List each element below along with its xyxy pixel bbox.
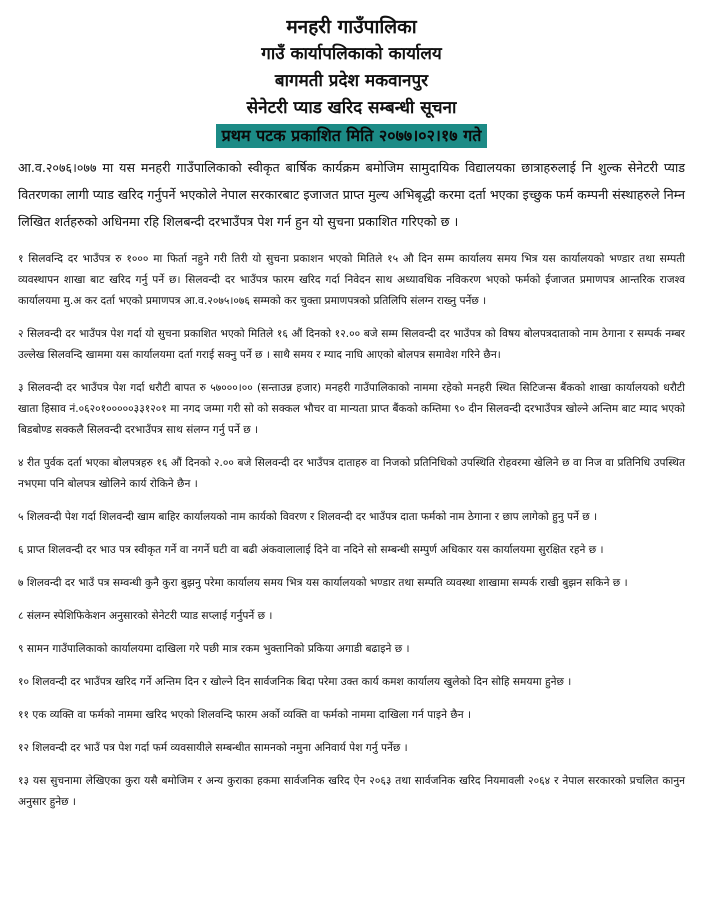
condition-1: १ सिलवन्दि दर भाउँपत्र रु १००० मा फिर्ता नहुने गरी तिरी यो सुचना प्रकाशन भएको मितिले १५ औ दिन सम्म कार्यालय समय भित्र यस कार्यालयको भण्डार तथा सम्पती व्यवस्थापन शाखा बाट खरिद गर्नु पर्ने छ। सिलवन्दी दर भाउँपत्र फारम खरिद गर्दा निवेदन साथ अध्यावधिक नविकरण भएको फर्मको ईजाजत प्रमाणपत्र आन्तरिक राजश्व कार्यालयमा मु.अ कर दर्ता भएको प्रमाणपत्र आ.व.२०७५।०७६ सम्मको कर चुक्ता प्रमाणपत्रको प्रतिलिपि संलग्न राख्नु पर्नेछ । — [18, 253, 685, 307]
office-name: गाउँ कार्यापलिकाको कार्यालय — [261, 44, 442, 64]
notice-title: सेनेटरी प्याड खरिद सम्बन्धी सूचना — [246, 98, 457, 118]
condition-7: ७ शिलवन्दी दर भाउँ पत्र सम्वन्धी कुनै कुरा बुझनु परेमा कार्यालय समय भित्र यस कार्यालयको भण्डार तथा सम्पति व्यवस्था शाखामा सम्पर्क राखी बुझन सकिने छ । — [18, 577, 628, 589]
condition-5: ५ शिलवन्दी पेश गर्दा शिलवन्दी खाम बाहिर कार्यालयको नाम कार्यको विवरण र शिलवन्दी दर भाउँपत्र दाता फर्मको नाम ठेगाना र छाप लागेको हुनु पर्ने छ । — [18, 511, 598, 523]
province-district: बागमती प्रदेश मकवानपुर — [274, 71, 429, 91]
condition-9: ९ सामन गाउँपालिकाको कार्यालयमा दाखिला गरे पछी मात्र रकम भुक्तानिको प्रकिया अगाडी बढाइने छ । — [18, 643, 410, 655]
condition-11: ११ एक व्यक्ति वा फर्मको नाममा खरिद भएको शिलवन्दि फारम अर्को व्यक्ति वा फर्मको नाममा दाखिला गर्न पाइने छैन । — [18, 709, 472, 721]
condition-13: १३ यस सुचनामा लेखिएका कुरा यसै बमोजिम र अन्य कुराका हकमा सार्वजनिक खरिद ऐन २०६३ तथा सार्वजनिक खरिद नियमावली २०६४ र नेपाल सरकारको प्रचलित कानुन अनुसार हुनेछ । — [18, 775, 685, 808]
notice-header — [0, 0, 703, 148]
publication-banner-wrap — [0, 124, 703, 148]
condition-4: ४ रीत पुर्वक दर्ता भएका बोलपत्रहरु १६ औं दिनको २.०० बजे सिलवन्दी दर भाउँपत्र दाताहरु वा निजको प्रतिनिधिको उपस्थिति रोहवरमा खेलिने छ वा निज वा प्रतिनिधि उपस्थित नभएमा पनि बोलपत्र खोलिने कार्य रोकिने छैन । — [18, 457, 685, 490]
municipality-name: मनहरी गाउँपालिका — [286, 16, 417, 38]
condition-10: १० शिलवन्दी दर भाउँपत्र खरिद गर्ने अन्तिम दिन र खोल्ने दिन सार्वजनिक बिदा परेमा उक्त कार्य कमश कार्यालय खुलेको दिन सोहि समयमा हुनेछ । — [18, 676, 572, 688]
intro-paragraph: आ.व.२०७६।०७७ मा यस मनहरी गाउँपालिकाको स्वीकृत बार्षिक कार्यक्रम बमोजिम सामुदायिक विद्यालयका छात्राहरुलाई नि शुल्क सेनेटरी प्याड वितरणका लागी प्याड खरिद गर्नुपर्ने भएकोले नेपाल सरकारबाट इजाजत प्राप्त मुल्य अभिबृद्धी करमा दर्ता भएका इच्छुक फर्म कम्पनी संस्थाहरुले निम्न लिखित शर्तहरुको अधिनमा रहि शिलबन्दी दरभाउँपत्र पेश गर्न हुन यो सुचना प्रकाशित गरिएको छ । — [18, 160, 685, 229]
condition-12: १२ शिलवन्दी दर भाउँ पत्र पेश गर्दा फर्म व्यवसायीले सम्बन्धीत सामनको नमुना अनिवार्य पेश गर्नु पर्नेछ । — [18, 742, 408, 754]
publication-date-banner: प्रथम पटक प्रकाशित मिति २०७७।०२।१७ गते — [216, 124, 488, 148]
condition-8: ८ संलग्न स्पेशिफिकेशन अनुसारको सेनेटरी प्याड सप्लाई गर्नुपर्ने छ । — [18, 610, 273, 622]
condition-6: ६ प्राप्त शिलवन्दी दर भाउ पत्र स्वीकृत गर्ने वा नगर्ने घटी वा बढी अंकवालालाई दिने वा नदिने सो सम्बन्धी सम्पुर्ण अधिकार यस कार्यालयमा सुरक्षित रहने छ । — [18, 544, 604, 556]
condition-2: २ सिलवन्दी दर भाउँपत्र पेश गर्दा यो सुचना प्रकाशित भएको मितिले १६ औं दिनको १२.०० बजे सम्म सिलवन्दी दर भाउँपत्र को विषय बोलपत्रदाताको नाम ठेगाना र सम्पर्क नम्बर उल्लेख सिलवन्दि खाममा यस कार्यालयमा दर्ता गराई सक्नु पर्ने छ । साथै समय र म्याद नाघि आएको बोलपत्र समावेश गरिने छैन। — [18, 328, 685, 361]
conditions-list — [18, 249, 685, 813]
condition-3: ३ सिलवन्दी दर भाउँपत्र पेश गर्दा धरौटी बापत रु ५७०००।०० (सन्ताउन्न हजार) मनहरी गाउँपालिकाको नाममा रहेको मनहरी स्थित सिटिजन्स बैंकको शाखा कार्यालयको धरौटी खाता हिसाव नं.०६२०१०००००३३१२०१ मा नगद जम्मा गरी सो को सक्कल भौचर वा मान्यता प्राप्त बैंकको कम्तिमा ९० दीन सिलवन्दी दरभाउँपत्र खोल्ने अन्तिम बाट म्याद भएको बिडबोण्ड सक्कलै सिलवन्दी दरभाउँपत्र साथ संलग्न गर्नु पर्ने छ । — [18, 382, 685, 436]
